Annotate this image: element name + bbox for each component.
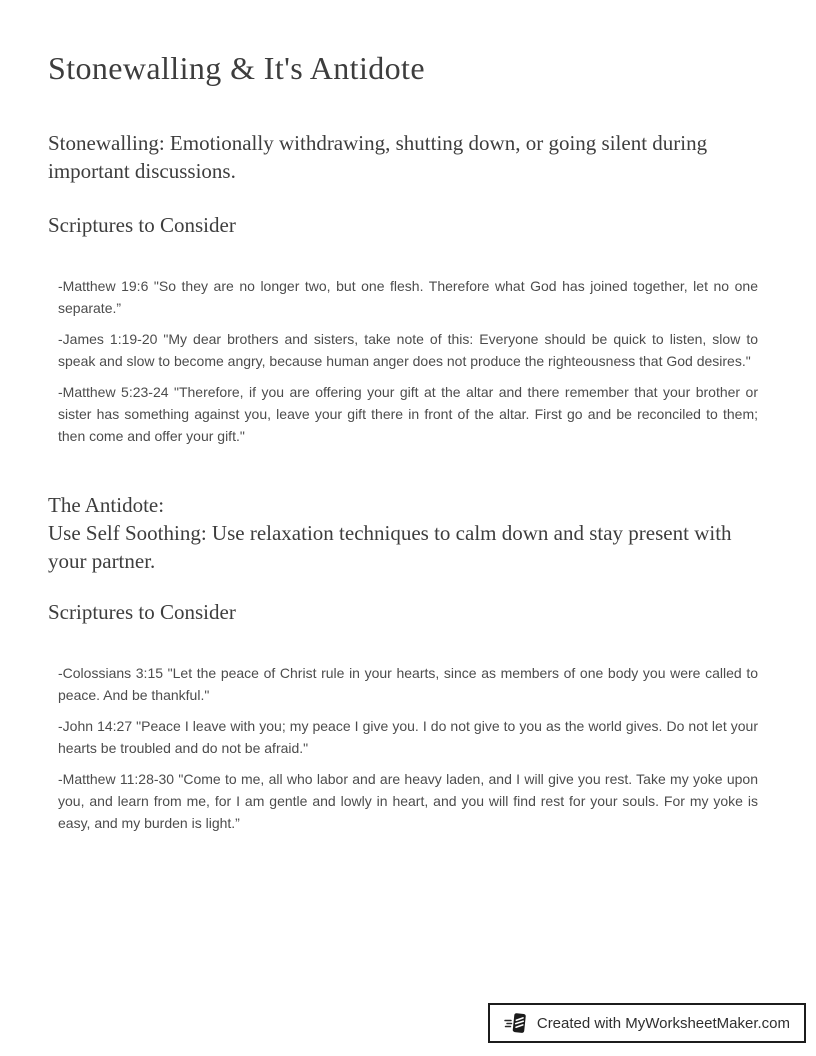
stonewalling-definition: Stonewalling: Emotionally withdrawing, shutting down, or going silent during important discussions.: [48, 131, 708, 183]
scripture-john-14-27: -John 14:27 "Peace I leave with you; my peace I give you. I do not give to you as the world gives. Do not let your hearts be troubled and do not be afraid.": [58, 718, 758, 756]
scripture-matthew-11-28-30: -Matthew 11:28-30 "Come to me, all who labor and are heavy laden, and I will give you rest. Take my yoke upon you, and learn from me, for I am gentle and lowly in heart, and you will find rest for your souls. For my yoke is easy, and my burden is light.”: [58, 771, 758, 831]
page-title: Stonewalling & It's Antidote: [48, 50, 425, 86]
scripture-colossians-3-15: -Colossians 3:15 "Let the peace of Christ rule in your hearts, since as members of one body you were called to peace. And be thankful.": [58, 665, 758, 703]
section2-heading: Scriptures to Consider: [48, 600, 236, 624]
worksheet-maker-logo-icon: [504, 1011, 528, 1035]
worksheet-maker-badge[interactable]: [488, 1003, 806, 1043]
section1-scripture-list: [58, 275, 758, 447]
antidote-label: The Antidote:: [48, 493, 165, 517]
antidote-block: [48, 491, 748, 575]
scripture-matthew-19-6: -Matthew 19:6 "So they are no longer two, but one flesh. Therefore what God has joined together, let no one separate.”: [58, 278, 758, 316]
section1-heading: Scriptures to Consider: [48, 213, 236, 237]
scripture-matthew-5-23-24: -Matthew 5:23-24 "Therefore, if you are offering your gift at the altar and there remember that your brother or sister has something against you, leave your gift there in front of the altar. First go and be reconciled to them; then come and offer your gift.": [58, 384, 758, 444]
scripture-james-1-19-20: -James 1:19-20 "My dear brothers and sisters, take note of this: Everyone should be quick to listen, slow to speak and slow to become angry, because human anger does not produce the righteousness that God desires.": [58, 331, 758, 369]
antidote-description: Use Self Soothing: Use relaxation techniques to calm down and stay present with your partner.: [48, 521, 732, 573]
section2-scripture-list: [58, 662, 758, 834]
badge-text: Created with MyWorksheetMaker.com: [536, 1014, 790, 1032]
